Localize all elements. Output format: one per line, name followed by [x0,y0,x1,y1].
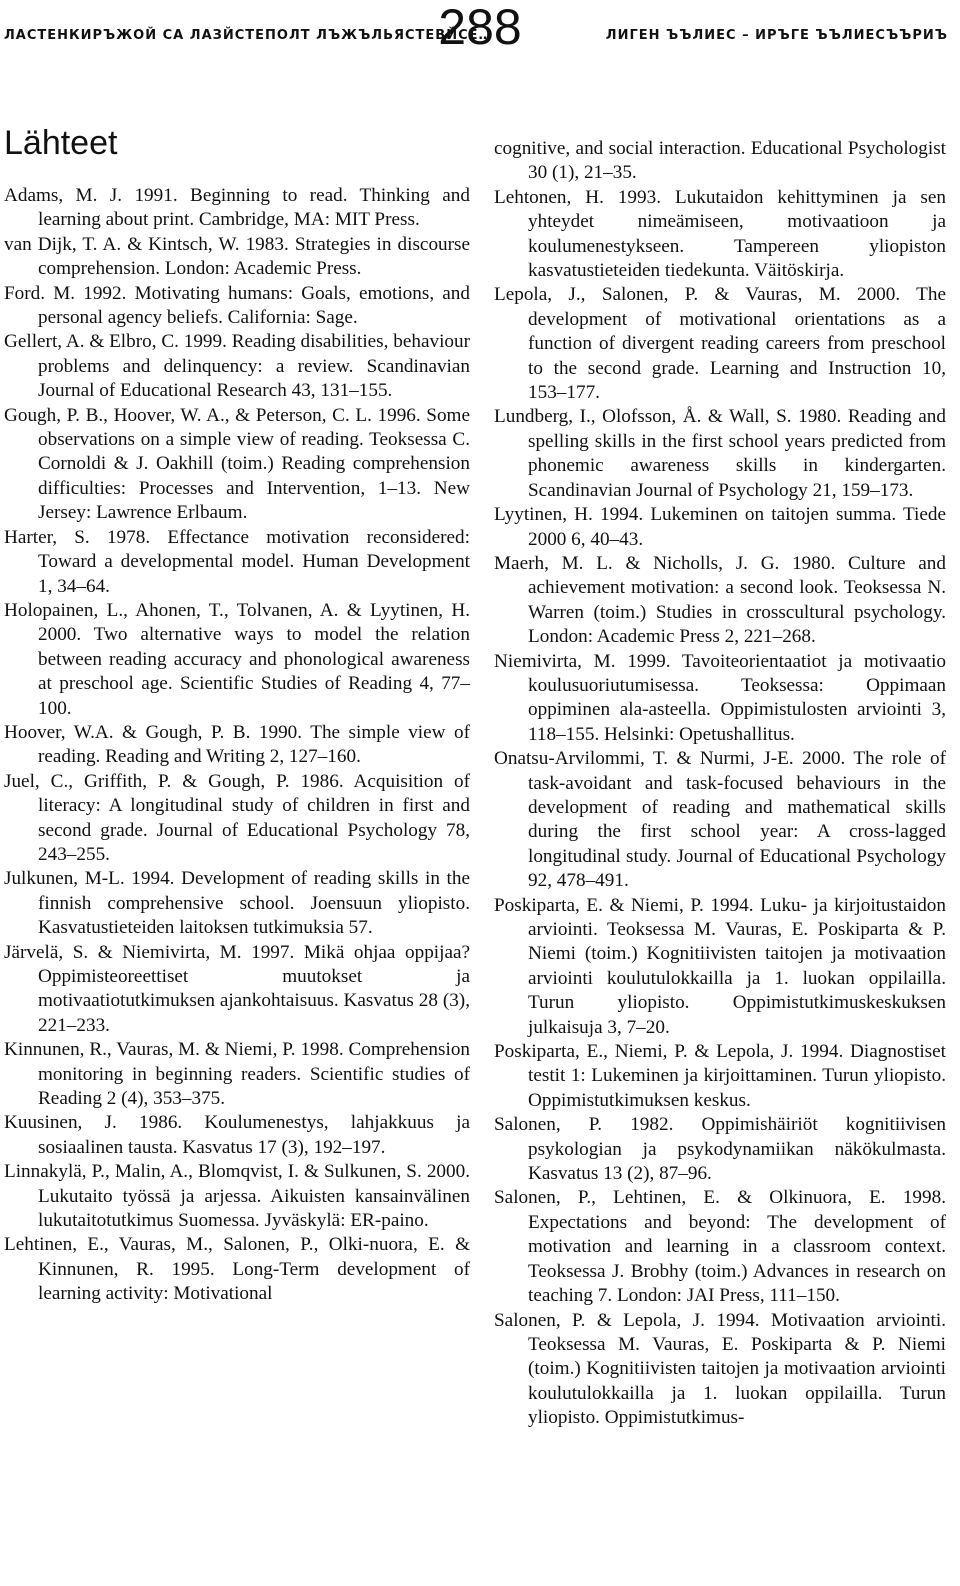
reference-entry: Gellert, A. & Elbro, C. 1999. Reading disabilities, behaviour problems and delinquency: a review. Scandinavian Journal of Educational Research 43, 131–155. [4,331,470,402]
reference-entry: Salonen, P. 1982. Oppimishäiriöt kognitiivisen psykologian ja psykodynamiikan näkökulmasta. Kasvatus 13 (2), 87–96. [494,1114,946,1185]
reference-entry: Gough, P. B., Hoover, W. A., & Peterson, C. L. 1996. Some observations on a simple view of reading. Teoksessa C. Cornoldi & J. Oakhill (toim.) Reading comprehension difficulties: Processes and Intervention, 1–13. New Jersey: Lawrence Erlbaum. [4,404,470,524]
reference-entry: Linnakylä, P., Malin, A., Blomqvist, I. & Sulkunen, S. 2000. Lukutaito työssä ja arjessa. Aikuisten kansainvälinen lukutaitotutkimus Suomessa. Jyväskylä: ER-paino. [4,1161,470,1232]
reference-entry: Maerh, M. L. & Nicholls, J. G. 1980. Culture and achievement motivation: a second look. Teoksessa N. Warren (toim.) Studies in crosscultural psychology. London: Academic Press 2, 221–268. [494,552,946,648]
reference-entry: Niemivirta, M. 1999. Tavoiteorientaatiot ja motivaatio koulusuoriutumisessa. Teoksessa: Oppimaan oppiminen ala-asteella. Oppimistulosten arviointi 3, 118–155. Helsinki: Opetushallitus. [494,650,946,745]
running-title-left: ЛАСТЕНКИРЪЖОЙ СА ЛАЗЙСТЕПОЛТ ЛЪЖЪЛЬЯСТЕВЙСЕ… [4,28,493,43]
running-title-right: ЛИГЕН ЪЪЛИЕС – ИРЪГЕ ЪЪЛИЕСЪЪРИЪ [605,28,948,43]
reference-entry: Kuusinen, J. 1986. Koulumenestys, lahjakkuus ja sosiaalinen tausta. Kasvatus 17 (3), 192–197. [4,1112,470,1158]
page-number: 288 [438,0,522,55]
reference-entry: Lundberg, I., Olofsson, Å. & Wall, S. 1980. Reading and spelling skills in the first school years predicted from phonemic awareness skills in kindergarten. Scandinavian Journal of Psychology 21, 159–173. [494,406,946,501]
reference-entry: Järvelä, S. & Niemivirta, M. 1997. Mikä ohjaa oppijaa? Oppimisteoreettiset muutokset ja motivaatiotutkimuksen ajankohtaisuus. Kasvatus 28 (3), 221–233. [4,941,470,1036]
references-column-right [494,137,946,1431]
reference-entry: Poskiparta, E. & Niemi, P. 1994. Luku- ja kirjoitustaidon arviointi. Teoksessa M. Vauras, E. Poskiparta & P. Niemi (toim.) Kognitiivisten taitojen ja motivaation arviointi koulutulokkailla ja 1. luokan oppilailla. Turun yliopisto. Oppimistutkimuskeskuksen julkaisuja 3, 7–20. [494,894,946,1038]
reference-entry: Lehtonen, H. 1993. Lukutaidon kehittyminen ja sen yhteydet nimeämiseen, motivaatioon ja koulumenestykseen. Tampereen yliopiston kasvatustieteiden tiedekunta. Väitöskirja. [494,186,946,282]
reference-entry: Salonen, P. & Lepola, J. 1994. Motivaation arviointi. Teoksessa M. Vauras, E. Poskiparta & P. Niemi (toim.) Kognitiivisten taitojen ja motivaation arviointi koulutulokkailla ja 1. luokan oppilailla. Turun yliopisto. Oppimistutkimus- [494,1309,946,1429]
reference-entry: Onatsu-Arvilommi, T. & Nurmi, J-E. 2000. The role of task-avoidant and task-focused behaviours in the development of reading and mathematical skills during the first school year: A cross-lagged longitudinal study. Journal of Educational Psychology 92, 478–491. [494,748,946,892]
reference-entry: Juel, C., Griffith, P. & Gough, P. 1986. Acquisition of literacy: A longitudinal study of children in first and second grade. Journal of Educational Psychology 78, 243–255. [4,770,470,865]
reference-entry: Lyytinen, H. 1994. Lukeminen on taitojen summa. Tiede 2000 6, 40–43. [494,504,946,550]
reference-entry: Kinnunen, R., Vauras, M. & Niemi, P. 1998. Comprehension monitoring in beginning readers. Scientific studies of Reading 2 (4), 353–375. [4,1039,470,1110]
reference-entry: van Dijk, T. A. & Kintsch, W. 1983. Strategies in discourse comprehension. London: Academic Press. [4,233,470,280]
reference-entry: Ford. M. 1992. Motivating humans: Goals, emotions, and personal agency beliefs. California: Sage. [4,282,470,329]
running-header [0,0,960,58]
reference-entry: Hoover, W.A. & Gough, P. B. 1990. The simple view of reading. Reading and Writing 2, 127–160. [4,721,470,768]
reference-entry: Julkunen, M-L. 1994. Development of reading skills in the finnish comprehensive school. Joensuun yliopisto. Kasvatustieteiden laitoksen tutkimuksia 57. [4,868,470,939]
reference-entry: Lehtinen, E., Vauras, M., Salonen, P., Olki-nuora, E. & Kinnunen, R. 1995. Long-Term development of learning activity: Motivational [4,1234,470,1305]
references-column-left [4,184,470,1307]
reference-entry: Holopainen, L., Ahonen, T., Tolvanen, A. & Lyytinen, H. 2000. Two alternative ways to model the relation between reading accuracy and phonological awareness at preschool age. Scientific Studies of Reading 4, 77–100. [4,599,470,719]
reference-entry: Salonen, P., Lehtinen, E. & Olkinuora, E. 1998. Expectations and beyond: The development of motivation and learning in a classroom context. Teoksessa J. Brobhy (toim.) Advances in research on teaching 7. London: JAI Press, 111–150. [494,1187,946,1307]
reference-entry: Poskiparta, E., Niemi, P. & Lepola, J. 1994. Diagnostiset testit 1: Lukeminen ja kirjoittaminen. Turun yliopisto. Oppimistutkimuksen keskus. [494,1041,946,1111]
reference-entry: cognitive, and social interaction. Educational Psychologist 30 (1), 21–35. [494,138,946,184]
reference-entry: Lepola, J., Salonen, P. & Vauras, M. 2000. The development of motivational orientations as a function of divergent reading careers from preschool to the second grade. Learning and Instruction 10, 153–177. [494,284,946,404]
reference-entry: Harter, S. 1978. Effectance motivation reconsidered: Toward a developmental model. Human Development 1, 34–64. [4,526,470,597]
reference-entry: Adams, M. J. 1991. Beginning to read. Thinking and learning about print. Cambridge, MA: MIT Press. [4,185,470,231]
section-title: Lähteet [4,124,118,162]
